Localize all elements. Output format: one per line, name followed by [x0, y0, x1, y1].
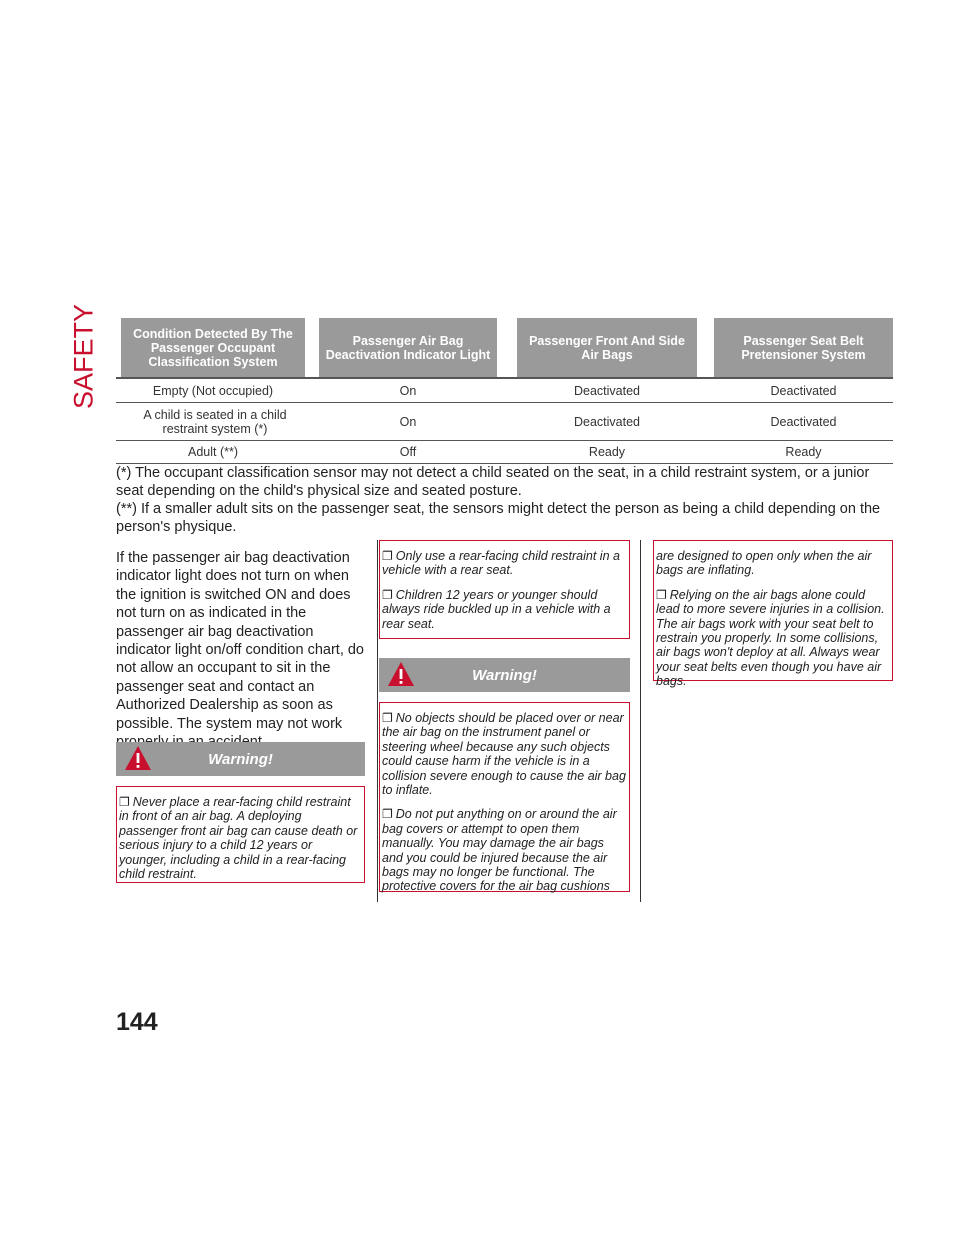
warning-title: Warning! — [208, 750, 273, 768]
warning-item-text: No objects should be placed over or near the air bag on the instrument panel or steering wheel because any such objects could cause harm if the vehicle is in a collision severe enough to cause the air bag to inflate. — [382, 711, 626, 798]
warning-item — [382, 807, 627, 893]
warning-box-continued — [379, 540, 630, 639]
warning-item — [382, 549, 627, 578]
table-cell: Ready — [785, 445, 822, 459]
table-cell: Ready — [588, 445, 626, 459]
checkbox-bullet-icon: ❐ — [382, 549, 393, 563]
table-cell: A child is seated in a child restraint system (*) — [143, 408, 287, 436]
table-cell: Deactivated — [573, 415, 640, 429]
table-cell: Off — [399, 445, 417, 459]
checkbox-bullet-icon: ❐ — [656, 587, 667, 602]
warning-item-text: Children 12 years or younger should always ride buckled up in a vehicle with a rear seat. — [382, 587, 611, 631]
warning-item-text: Never place a rear-facing child restraint in front of an air bag. A deploying passenger front air bag can cause death or serious injury to a child 12 years or younger, including a child in a rear-facing child restraint. — [119, 795, 358, 882]
column-divider — [640, 540, 641, 902]
table-cell: Deactivated — [770, 415, 837, 429]
warning-box — [116, 786, 365, 883]
table-header-indicator-light: Passenger Air Bag Deactivation Indicator Light — [319, 318, 497, 377]
table-cell: Deactivated — [770, 384, 837, 398]
table-row-rule — [116, 402, 893, 403]
page-number: 144 — [116, 1008, 158, 1036]
checkbox-bullet-icon: ❐ — [119, 795, 130, 809]
warning-item — [382, 588, 627, 631]
table-header-pretensioner: Passenger Seat Belt Pretensioner System — [714, 318, 893, 377]
warning-header — [379, 658, 630, 692]
section-label: SAFETY — [68, 303, 99, 409]
warning-header — [116, 742, 365, 776]
table-cell: Adult (**) — [187, 445, 239, 459]
checkbox-bullet-icon: ❐ — [382, 807, 393, 822]
warning-item — [382, 711, 627, 797]
body-paragraph: If the passenger air bag deactivation indicator light does not turn on when the ignition is switched ON and does not turn on as indicated in the passenger air bag deactivation indicator light on/off condition chart, do not allow an occupant to sit in the passenger seat and contact an Authorized Dealership as soon as possible. The system may not work — [116, 550, 365, 732]
table-header-air-bags: Passenger Front And Side Air Bags — [517, 318, 697, 377]
warning-item — [119, 795, 362, 881]
table-cell: On — [399, 415, 417, 429]
warning-continuation: are designed to open only when the air bags are inflating. — [656, 549, 872, 578]
warning-item-text: Do not put anything on or around the air bag covers or attempt to open them manually. You may damage the air bags and you could be injured because the air bags may no longer be functional. The protective covers for the air bag cushions — [382, 807, 617, 894]
warning-item — [656, 588, 890, 689]
warning-box-continued — [653, 540, 893, 689]
table-cell: Empty (Not occupied) — [152, 384, 274, 398]
table-cell: On — [399, 384, 417, 398]
warning-triangle-icon — [387, 661, 415, 687]
table-cell: Deactivated — [573, 384, 640, 398]
checkbox-bullet-icon: ❐ — [382, 587, 393, 602]
warning-item-text: Relying on the air bags alone could lead to more severe injuries in a collision. The air bags work with your seat belt to restrain you properly. In some collisions, air bags won't deploy at all. Always wear your seat belts even though you have air bags. — [656, 587, 885, 689]
table-header-condition: Condition Detected By The Passenger Occupant Classification System — [121, 318, 305, 377]
warning-triangle-icon — [124, 745, 152, 771]
warning-box — [379, 702, 630, 892]
table-header-rule — [116, 377, 893, 379]
footnote-adult: (**) If a smaller adult sits on the passenger seat, the sensors might detect the person as being a child depending on the person's physique. — [116, 501, 881, 535]
footnote-child: (*) The occupant classification sensor may not detect a child seated on the seat, in a child restraint system, or a junior seat depending on the child's physical size and seated posture. — [116, 465, 870, 499]
warning-title: Warning! — [472, 666, 537, 684]
column-divider — [377, 540, 378, 902]
warning-item-text: Only use a rear-facing child restraint in a vehicle with a rear seat. — [382, 549, 620, 578]
checkbox-bullet-icon: ❐ — [382, 711, 393, 725]
